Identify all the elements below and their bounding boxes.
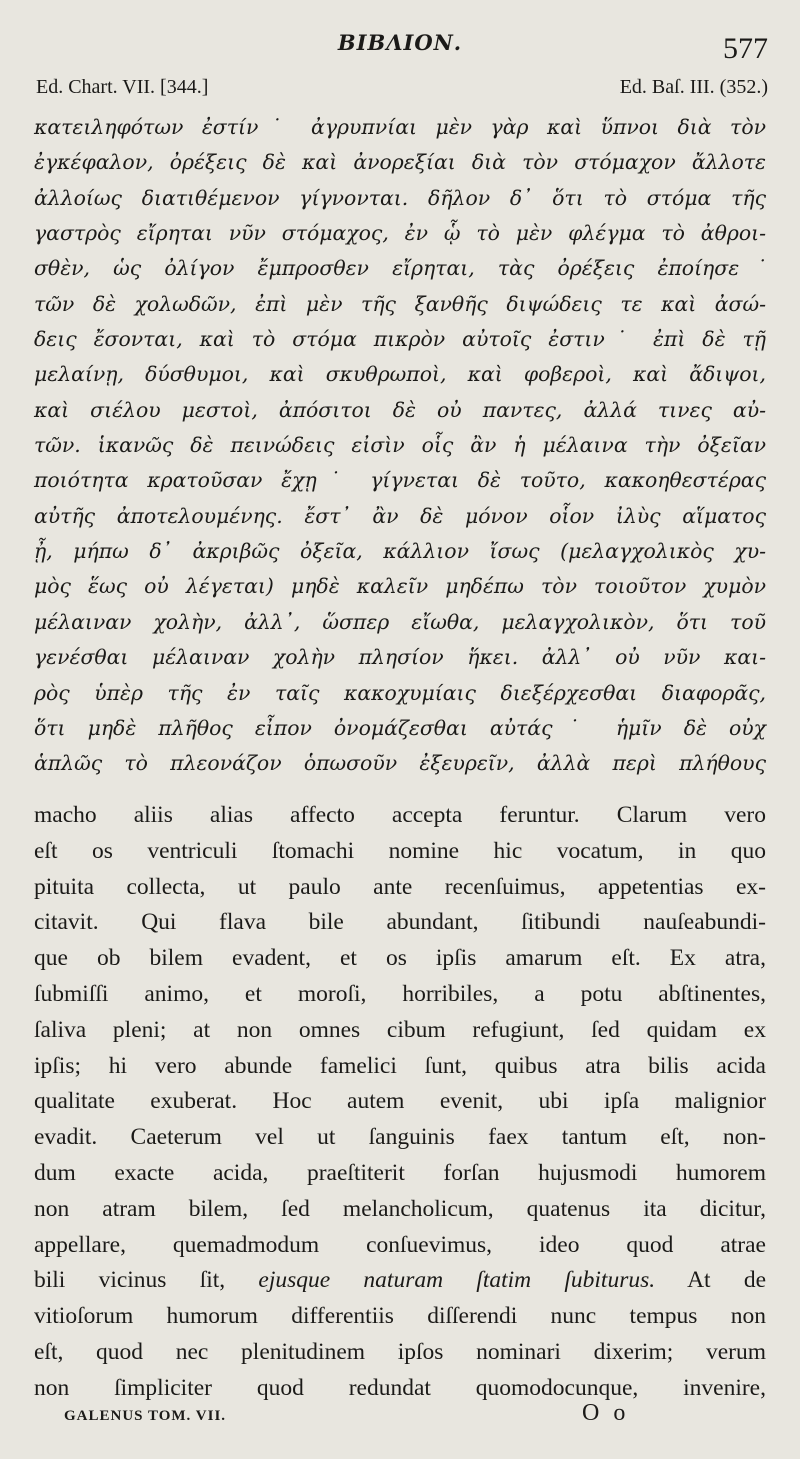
edition-reference-right: Ed. Baſ. III. (352.) — [619, 76, 768, 98]
greek-line: κατειληφότων ἐστίν˙ ἀγρυπνίαι μὲν γὰρ καὶ ὕπνοι διὰ τὸν — [34, 115, 766, 139]
greek-line: ἀλλοίως διατιθέμενον γίγνονται. δῆλον δ᾿ ὅτι τὸ στόμα τῆς — [34, 185, 766, 210]
latin-line: evadit. Caeterum vel ut ſanguinis faex tantum eſt, non- — [34, 1124, 766, 1151]
greek-line: μέλαιναν χολὴν, ἀλλ᾿, ὥσπερ εἴωθα, μελαγχολικὸν, ὅτι τοῦ — [34, 609, 766, 634]
latin-line: macho aliis alias affecto accepta feruntur. Clarum vero — [34, 802, 766, 828]
edition-reference-left: Ed. Chart. VII. [344.] — [36, 76, 209, 98]
latin-line: eſt os ventriculi ſtomachi nomine hic vocatum, in quo — [34, 837, 766, 864]
greek-line: γαστρὸς εἴρηται νῦν στόμαχος, ἐν ᾧ τὸ μὲν φλέγμα τὸ ἀθροι- — [34, 221, 766, 246]
signature-mark-left: GALENUS TOM. VII. — [64, 1408, 227, 1424]
greek-line: δεις ἔσονται, καὶ τὸ στόμα πικρὸν αὐτοῖς ἐστιν˙ ἐπὶ δὲ τῇ — [34, 327, 766, 352]
signature-mark-right: O o — [582, 1400, 630, 1426]
greek-line: καὶ σιέλου μεστοὶ, ἀπόσιτοι δὲ οὐ παντες, ἀλλά τινες αὐ- — [34, 397, 766, 422]
latin-italic-segment: ejusque naturam ſtatim ſubiturus. — [258, 1267, 656, 1294]
latin-line: ipſis; hi vero abunde famelici ſunt, quibus atra bilis acida — [34, 1052, 766, 1079]
latin-line: ſubmiſſi animo, et moroſi, horribiles, a potu abſtinentes, — [34, 980, 766, 1007]
latin-line-mixed — [34, 1263, 766, 1299]
greek-text-block — [34, 110, 766, 782]
greek-line: ρὸς ὑπὲρ τῆς ἐν ταῖς κακοχυμίαις διεξέρχεσθαι διαφορᾶς, — [34, 680, 766, 705]
greek-line: ἐγκέφαλον, ὀρέξεις δὲ καὶ ἀνορεξίαι διὰ τὸν στόμαχον ἄλλοτε — [34, 150, 766, 175]
page-number: 577 — [723, 32, 768, 65]
latin-line: ſaliva pleni; at non omnes cibum refugiunt, ſed quidam ex — [34, 1016, 766, 1043]
latin-line: qualitate exuberat. Hoc autem evenit, ubi ipſa malignior — [34, 1088, 766, 1115]
running-title: BIBΛΙΟΝ. — [337, 30, 463, 55]
latin-line: appellare, quemadmodum conſuevimus, ideo quod atrae — [34, 1231, 766, 1258]
latin-text-block — [34, 798, 766, 1407]
latin-line: eſt, quod nec plenitudinem ipſos nominari dixerim; verum — [34, 1338, 766, 1365]
greek-line: σθὲν, ὡς ὀλίγον ἔμπροσθεν εἴρηται, τὰς ὀρέξεις ἐποίησε˙ — [34, 256, 766, 281]
greek-line: τῶν δὲ χολωδῶν, ἐπὶ μὲν τῆς ξανθῆς διψώδεις τε καὶ ἀσώ- — [34, 291, 766, 316]
latin-line: vitioſorum humorum differentiis diſſerendi nunc tempus non — [34, 1303, 766, 1330]
greek-line: ἁπλῶς τὸ πλεονάζον ὁπωσοῦν ἐξευρεῖν, ἀλλὰ περὶ πλήθους — [34, 751, 766, 776]
latin-line: non ſimpliciter quod redundat quomodocunque, invenire, — [34, 1374, 766, 1401]
latin-line: dum exacte acida, praeſtiterit forſan hujusmodi humorem — [34, 1159, 766, 1186]
greek-line: τῶν. ἱκανῶς δὲ πεινώδεις εἰσὶν οἷς ἂν ἡ μέλαινα τὴν ὀξεῖαν — [34, 433, 766, 458]
greek-line: μελαίνῃ, δύσθυμοι, καὶ σκυθρωποὶ, καὶ φοβεροὶ, καὶ ἄδιψοι, — [34, 362, 766, 387]
greek-line: μὸς ἕως οὐ λέγεται) μηδὲ καλεῖν μηδέπω τὸν τοιοῦτον χυμὸν — [34, 574, 766, 599]
latin-line: que ob bilem evadent, et os ipſis amarum eſt. Ex atra, — [34, 945, 766, 972]
latin-line: non atram bilem, ſed melancholicum, quatenus ita dicitur, — [34, 1195, 766, 1222]
latin-line: citavit. Qui flava bile abundant, ſitibundi nauſeabundi- — [34, 909, 766, 936]
greek-line: γενέσθαι μέλαιναν χολὴν πλησίον ἥκει. ἀλλ᾿ οὐ νῦν και- — [34, 645, 766, 670]
greek-line: ᾖ, μήπω δ᾿ ἀκριβῶς ὀξεῖα, κάλλιον ἴσως (μελαγχολικὸς χυ- — [34, 539, 766, 564]
greek-line: αὐτῆς ἀποτελουμένης. ἔστ᾿ ἂν δὲ μόνον οἷον ἰλὺς αἵματος — [34, 503, 766, 528]
latin-line: pituita collecta, ut paulo ante recenſuimus, appetentias ex- — [34, 873, 766, 900]
latin-roman-segment: At de — [687, 1267, 766, 1294]
latin-roman-segment: bili vicinus ſit, — [34, 1267, 226, 1294]
greek-line: ὅτι μηδὲ πλῆθος εἶπον ὀνομάζεσθαι αὐτάς˙ ἡμῖν δὲ οὐχ — [34, 715, 766, 740]
greek-line: ποιότητα κρατοῦσαν ἔχῃ˙ γίγνεται δὲ τοῦτο, κακοηθεστέρας — [34, 468, 766, 493]
